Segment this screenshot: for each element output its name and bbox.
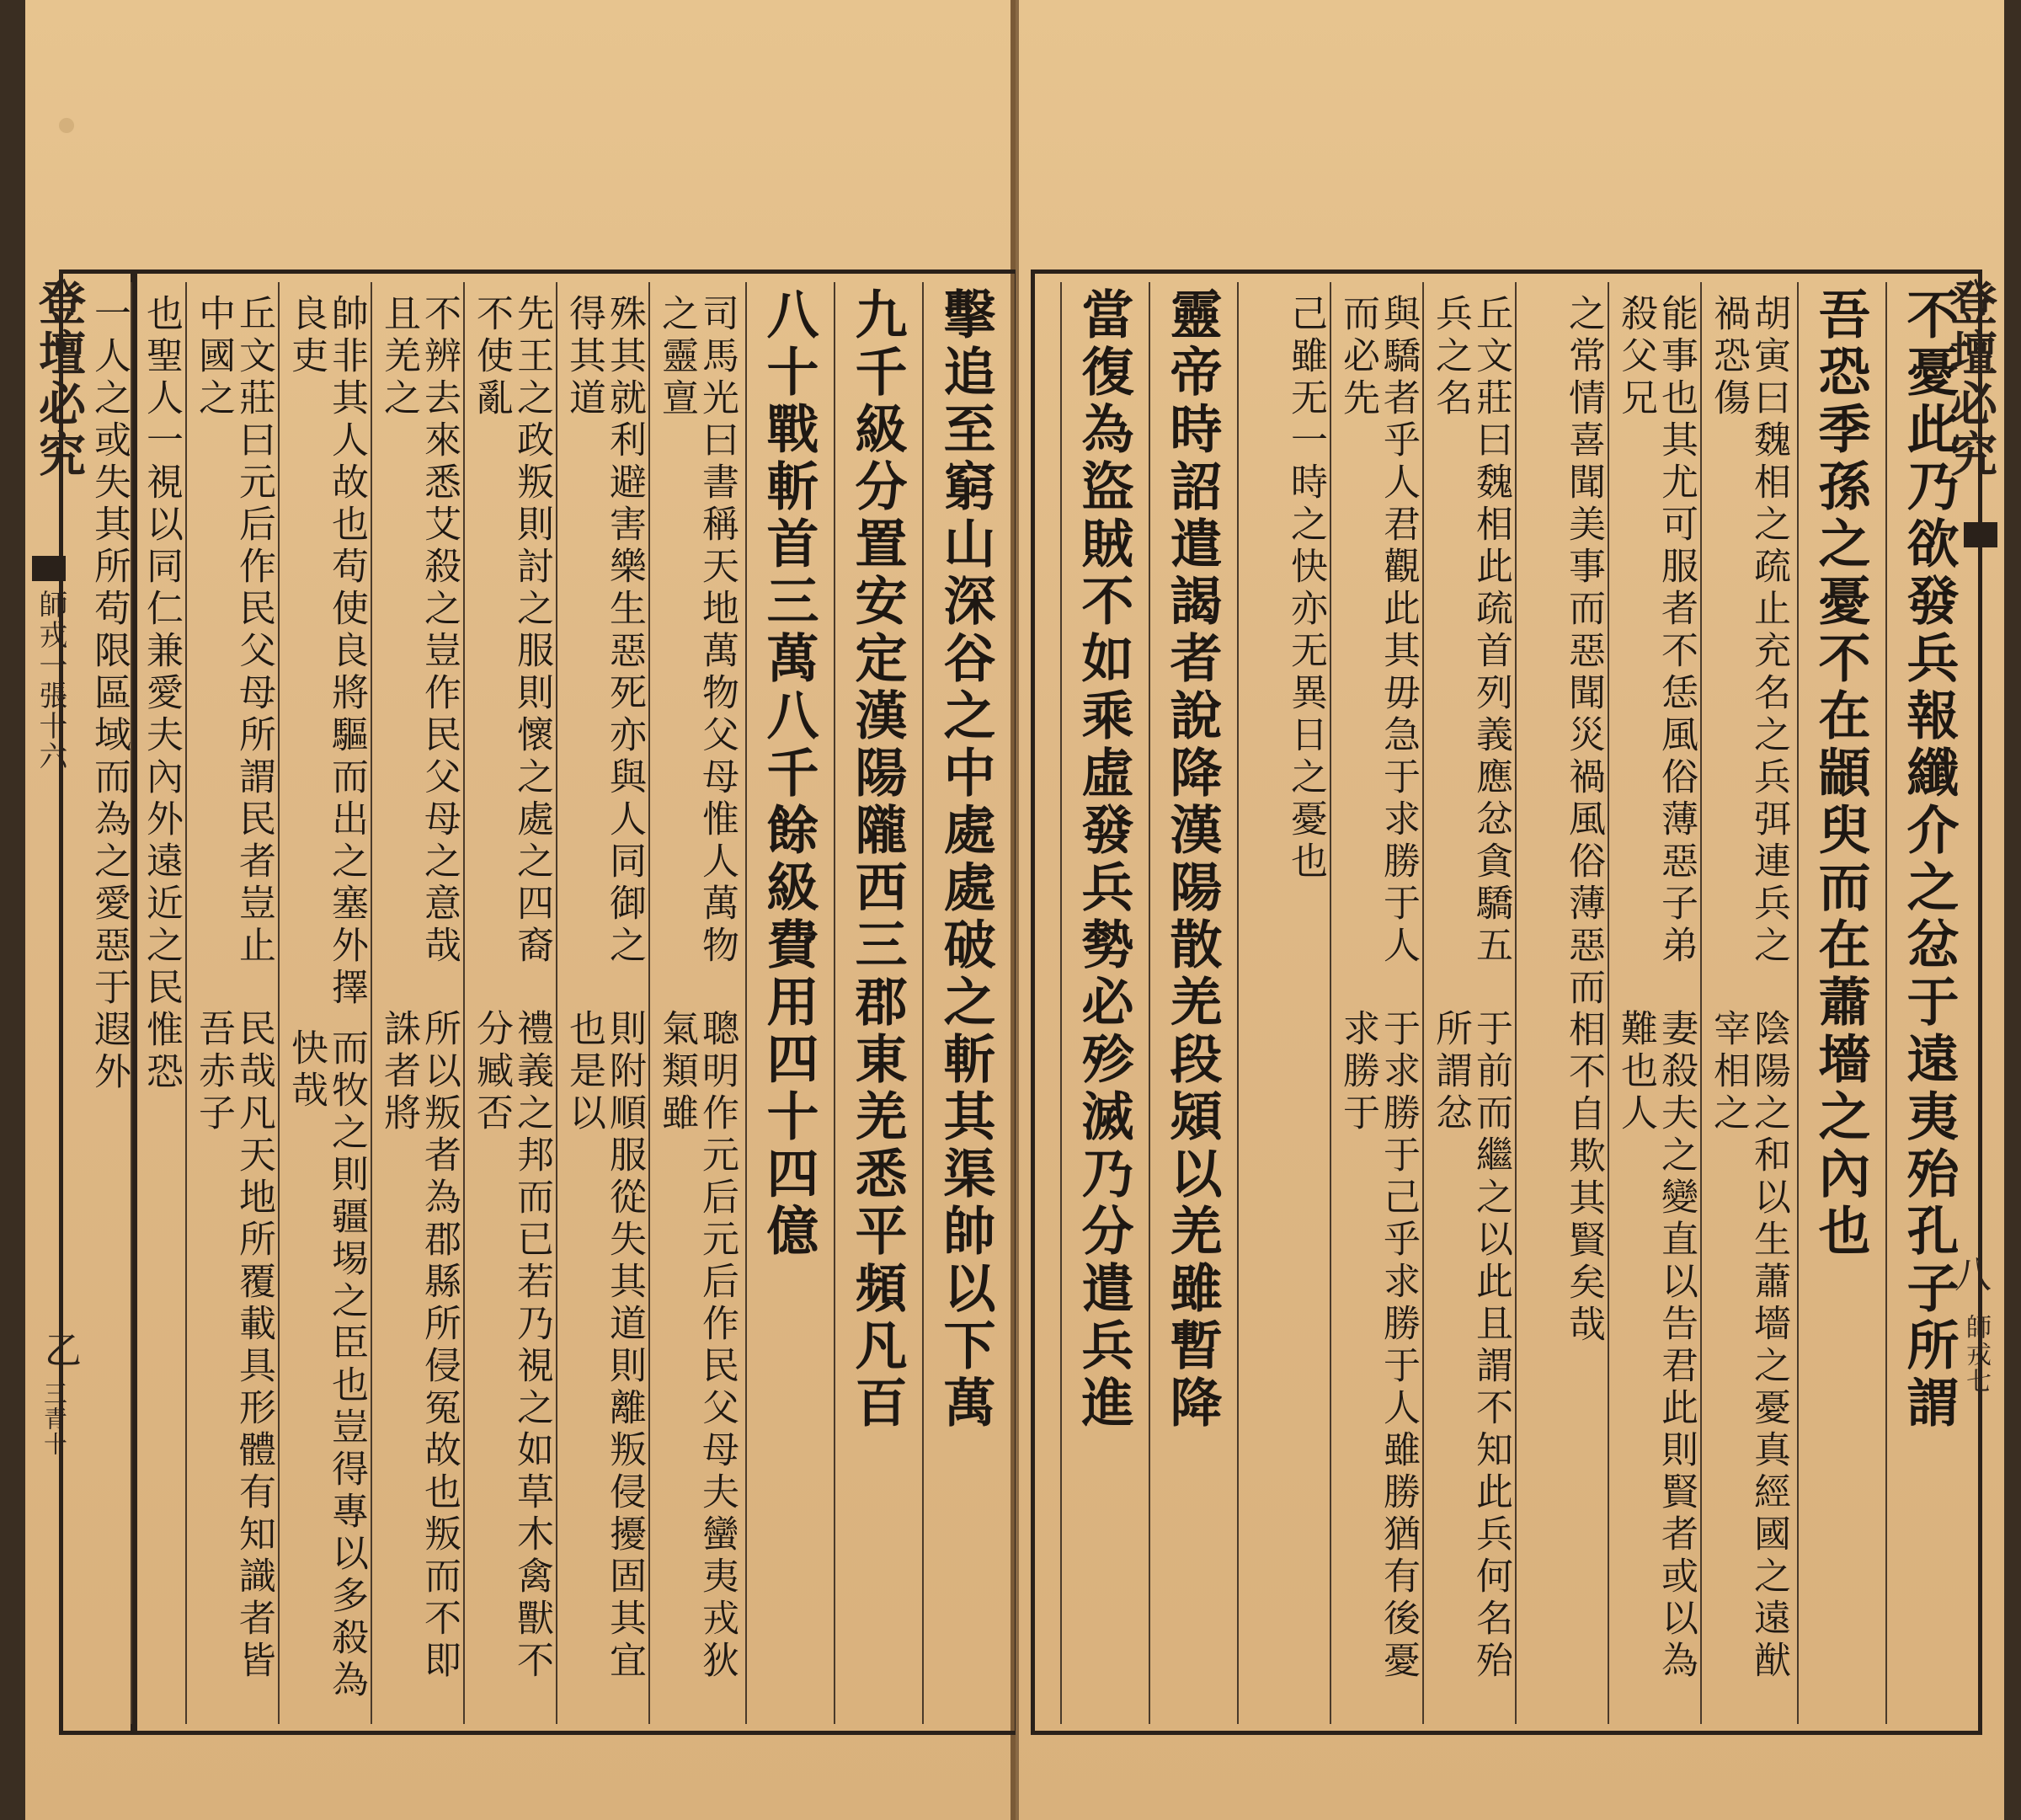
commentary-column xyxy=(185,282,274,1724)
commentary-line: 所以叛者為郡縣所侵冤故也叛而不即誅者將 xyxy=(377,1009,461,1683)
commentary-line: 而牧之則疆埸之臣也豈得專以多殺為快哉 xyxy=(285,1027,368,1702)
leaf-edge-section: 師戎七 xyxy=(1961,1314,1991,1395)
fish-tail-mark xyxy=(32,556,66,581)
commentary-line: 禮義之邦而已若乃視之如草木禽獸不分臧否 xyxy=(470,1009,553,1683)
commentary-column xyxy=(371,282,459,1724)
fish-tail-mark xyxy=(1964,522,1997,547)
commentary-line: 司馬光曰書稱天地萬物父母惟人萬物之靈亶 xyxy=(655,294,739,968)
commentary-line: 妻殺夫之變直以告君此則賢者或以為難也人 xyxy=(1614,1009,1698,1683)
main-column: 靈帝時詔遣謁者說降漢陽散羌段熲以羌雖暫降 xyxy=(1149,282,1233,1724)
right-text-frame xyxy=(1031,270,1982,1735)
commentary-line: 也聖人一視以同仁兼愛夫內外遠近之民惟恐 xyxy=(140,294,183,1094)
main-column: 當復為盜賊不如乘虛發兵勢必殄滅乃分遣兵進 xyxy=(1060,282,1144,1724)
commentary-line: 不辨去來悉艾殺之豈作民父母之意哉且羌之 xyxy=(377,294,461,968)
commentary-column xyxy=(1422,282,1511,1724)
commentary-column xyxy=(463,282,552,1724)
commentary-line: 一人之或失其所苟限區域而為之愛惡于遐外 xyxy=(88,294,131,1094)
right-page xyxy=(1016,0,2004,1820)
main-column: 八十戰斬首三萬八千餘級費用四十四億 xyxy=(745,282,829,1724)
commentary-line: 自欺其賢矣哉 xyxy=(1562,1094,1605,1347)
main-column: 擊追至窮山深谷之中處處破之斬其渠帥以下萬 xyxy=(922,282,1006,1724)
commentary-line: 帥非其人故也苟使良將驅而出之塞外擇良吏 xyxy=(285,294,368,1010)
leaf-edge-title: 登壇必究 xyxy=(31,278,87,480)
commentary-column xyxy=(1330,282,1418,1724)
left-text-frame xyxy=(59,270,1019,1735)
commentary-line: 丘文莊曰魏相此疏首列義應忿貪驕五兵之名 xyxy=(1429,294,1512,968)
main-column: 吾恐季孫之憂不在顓臾而在蕭墻之內也 xyxy=(1797,282,1881,1724)
commentary-line: 胡寅曰魏相之疏止充名之兵弭連兵之禍恐傷 xyxy=(1707,294,1790,968)
commentary-line: 己雖无一時之快 xyxy=(1284,294,1327,589)
main-column: 九千級分置安定漢陽隴西三郡東羌悉平頻凡百 xyxy=(834,282,918,1724)
commentary-line: 能事也其尤可服者不恁風俗薄惡子弟殺父兄 xyxy=(1614,294,1698,968)
commentary-line: 于前而繼之以此且謂不知此兵何名殆所謂忿 xyxy=(1429,1009,1512,1683)
commentary-line: 丘文莊曰元后作民父母所謂民者豈止中國之 xyxy=(192,294,275,968)
commentary-column xyxy=(1237,282,1325,1724)
commentary-line: 則附順服從失其道則離叛侵擾固其宜也是以 xyxy=(563,1009,646,1683)
commentary-column xyxy=(78,282,129,1724)
leaf-edge-title: 登壇必究 xyxy=(1943,278,1998,480)
commentary-column xyxy=(1608,282,1696,1724)
commentary-line: 于求勝于己乎求勝于人雖勝猶有後憂求勝于 xyxy=(1336,1009,1420,1683)
commentary-column xyxy=(1515,282,1603,1724)
commentary-line: 先王之政叛則討之服則懷之處之四裔不使亂 xyxy=(470,294,553,968)
commentary-column xyxy=(648,282,737,1724)
leaf-edge-count: 三青十 xyxy=(40,1381,68,1457)
left-page xyxy=(25,0,1016,1820)
ink-spot xyxy=(59,118,74,133)
commentary-column xyxy=(556,282,644,1724)
commentary-line: 民哉凡天地所覆載具形體有知識者皆吾赤子 xyxy=(192,1009,275,1683)
commentary-column xyxy=(131,282,181,1724)
commentary-line: 陰陽之和以生蕭墻之憂真經國之遠猷宰相之 xyxy=(1707,1009,1790,1683)
commentary-column xyxy=(1700,282,1789,1724)
commentary-column xyxy=(278,282,366,1724)
main-column: 不憂此乃欲發兵報纖介之忿于遠夷殆孔子所謂 xyxy=(1885,282,1970,1724)
commentary-line: 與驕者乎人君觀此其毋急于求勝于人而必先 xyxy=(1336,294,1420,968)
commentary-line: 殊其就利避害樂生惡死亦與人同御之得其道 xyxy=(563,294,646,968)
leaf-edge-section: 師戎一張十六 xyxy=(34,590,67,771)
leaf-edge-page: 八 xyxy=(1948,1255,1991,1294)
commentary-line: 聰明作元后元后作民父母夫蠻夷戎狄氣類雖 xyxy=(655,1009,739,1683)
commentary-line: 亦无異日之憂也 xyxy=(1284,589,1327,883)
leaf-edge-page: 乙 xyxy=(38,1331,81,1369)
commentary-line: 之常情喜聞美事而惡聞災禍風俗薄惡而相不 xyxy=(1562,294,1605,1094)
